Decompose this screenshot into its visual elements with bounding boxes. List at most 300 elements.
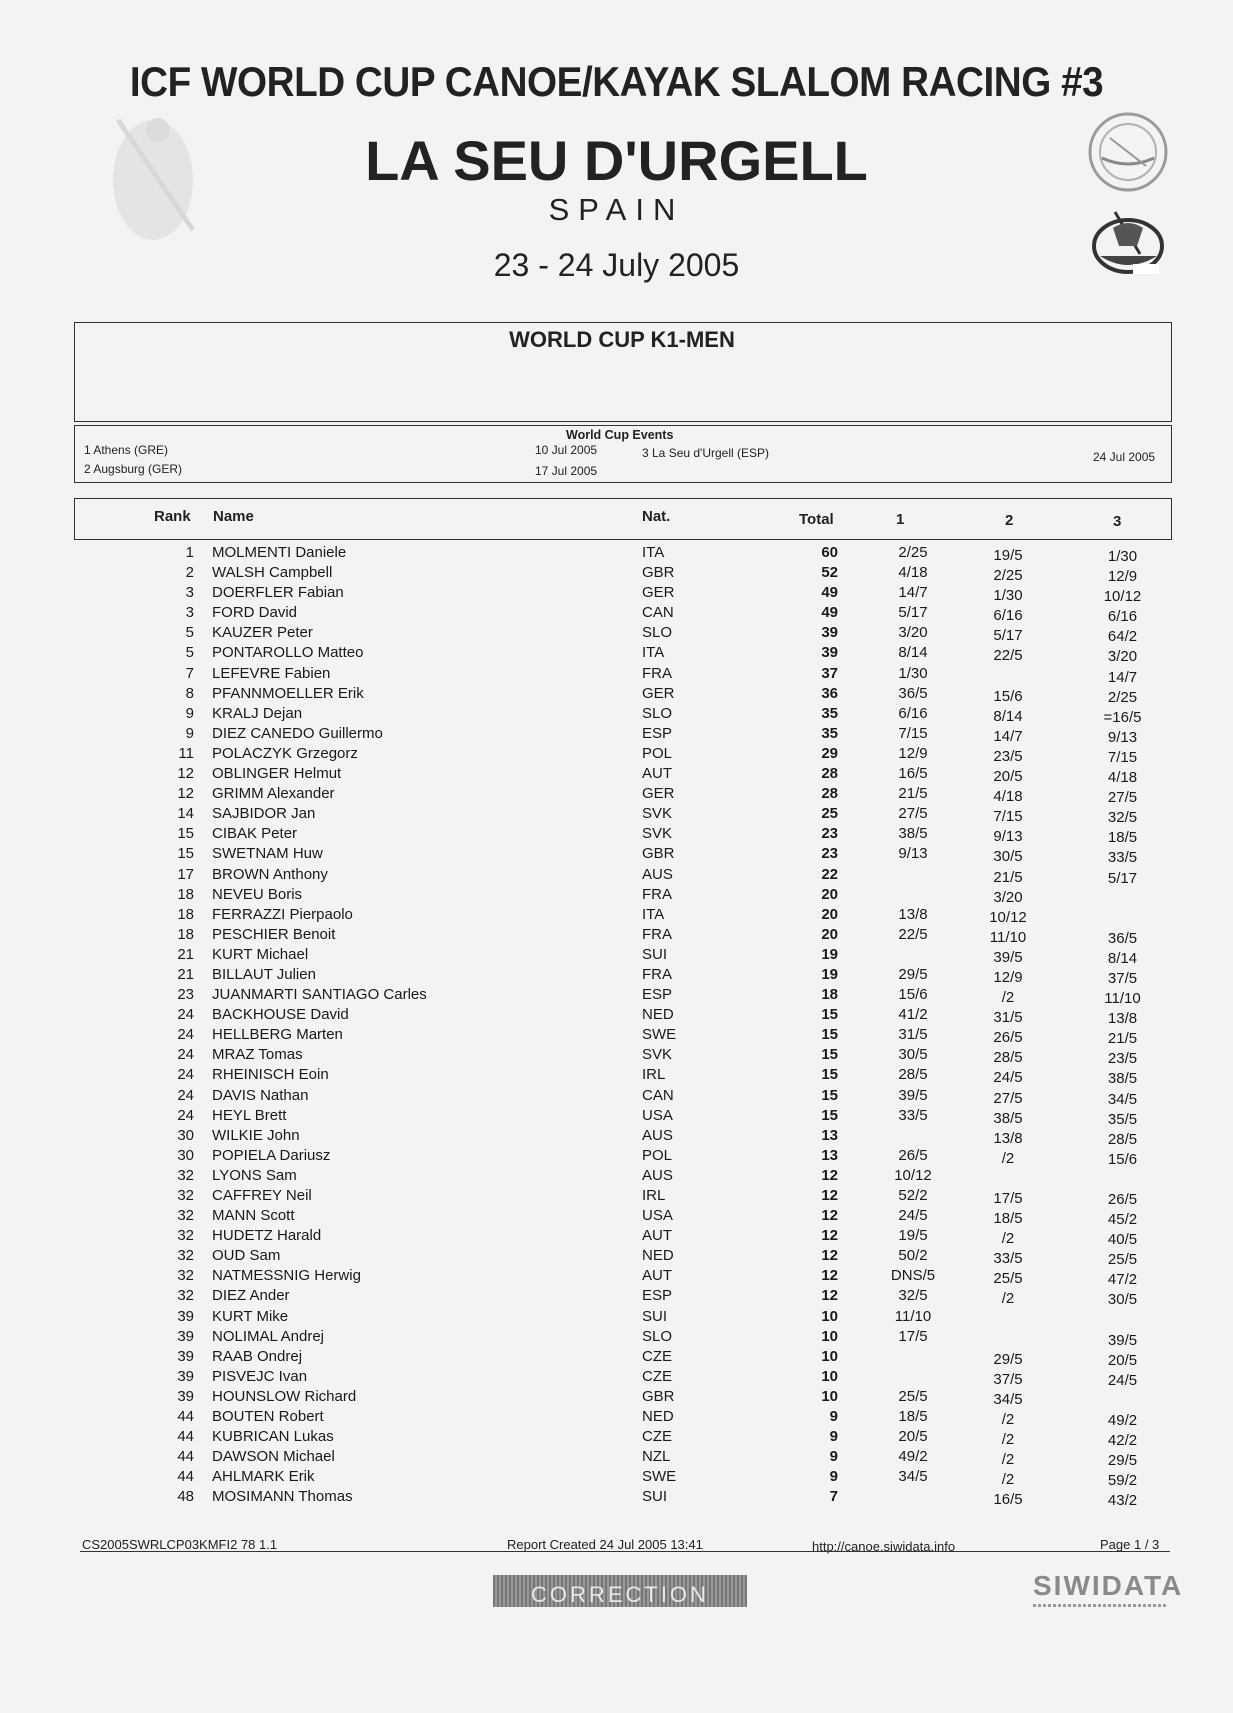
table-row (0, 1366, 1233, 1389)
nation-cell: SUI (642, 1307, 668, 1325)
total-cell: 15 (821, 1006, 838, 1024)
run-1-cell: 31/5 (898, 1026, 928, 1044)
run-1-cell: 14/7 (898, 584, 928, 602)
run-1-cell: 1/30 (898, 664, 928, 682)
run-3-cell: 24/5 (1107, 1371, 1138, 1389)
rank-cell: 32 (177, 1247, 194, 1265)
nation-cell: SVK (642, 805, 673, 823)
name-cell: FORD David (212, 604, 298, 622)
event-label: 3 La Seu d'Urgell (ESP) (642, 446, 770, 460)
name-cell: LYONS Sam (212, 1166, 297, 1184)
footer-report-created: Report Created 24 Jul 2005 13:41 (507, 1537, 703, 1552)
table-row (0, 1426, 1233, 1450)
total-cell: 12 (821, 1207, 838, 1225)
run-2-cell: 6/16 (993, 607, 1023, 625)
name-cell: MRAZ Tomas (212, 1046, 303, 1064)
name-cell: HUDETZ Harald (212, 1227, 322, 1245)
rank-cell: 32 (177, 1287, 194, 1305)
run-3-cell: 13/8 (1107, 1010, 1138, 1028)
run-3-cell: 12/9 (1107, 568, 1138, 586)
run-3-cell: 29/5 (1107, 1452, 1138, 1470)
run-2-cell: 2/25 (993, 567, 1023, 585)
table-row (0, 823, 1233, 847)
table-row (0, 582, 1233, 606)
run-3-cell: 23/5 (1107, 1050, 1138, 1068)
event-label: 1 Athens (GRE) (84, 443, 169, 457)
events-heading: World Cup Events (566, 428, 674, 442)
run-3-cell: 42/2 (1107, 1432, 1138, 1450)
name-cell: KRALJ Dejan (212, 704, 303, 722)
name-cell: FERRAZZI Pierpaolo (212, 905, 353, 923)
run-1-cell: 20/5 (898, 1428, 928, 1446)
rank-cell: 15 (177, 825, 194, 843)
event-dates: 23 - 24 July 2005 (493, 247, 740, 283)
rank-cell: 24 (177, 1066, 194, 1084)
run-2-cell: 29/5 (993, 1350, 1023, 1368)
run-2-cell: /2 (1001, 1230, 1015, 1248)
name-cell: DIEZ Ander (212, 1287, 290, 1305)
run-1-cell: 27/5 (898, 805, 928, 823)
column-header-total: Total (799, 511, 834, 528)
rank-cell: 5 (185, 644, 194, 662)
rank-cell: 24 (177, 1006, 194, 1024)
run-3-cell: 6/16 (1107, 608, 1138, 626)
run-1-cell: 36/5 (898, 684, 928, 702)
run-1-cell: 18/5 (898, 1408, 928, 1426)
run-3-cell: 7/15 (1107, 748, 1138, 766)
run-1-cell: 5/17 (898, 604, 928, 622)
rank-cell: 32 (177, 1207, 194, 1225)
column-header-run-2: 2 (1005, 512, 1014, 529)
run-1-cell: 7/15 (898, 724, 928, 742)
run-3-cell: 15/6 (1107, 1150, 1138, 1168)
name-cell: HELLBERG Marten (212, 1026, 343, 1044)
rank-cell: 8 (185, 684, 194, 702)
table-row (0, 663, 1233, 686)
rank-cell: 24 (177, 1046, 194, 1064)
total-cell: 19 (821, 945, 838, 963)
run-2-cell: 33/5 (993, 1250, 1023, 1268)
run-2-cell: /2 (1001, 1149, 1015, 1167)
total-cell: 9 (829, 1468, 838, 1486)
run-3-cell: 18/5 (1107, 829, 1138, 847)
column-header-run-1: 1 (896, 511, 905, 528)
name-cell: MOLMENTI Daniele (212, 544, 347, 561)
total-cell: 39 (821, 644, 838, 662)
name-cell: RAAB Ondrej (212, 1347, 303, 1365)
name-cell: DAWSON Michael (212, 1448, 335, 1466)
total-cell: 12 (821, 1227, 838, 1245)
run-2-cell: 17/5 (993, 1190, 1023, 1207)
rank-cell: 44 (177, 1428, 194, 1446)
run-2-cell: 23/5 (993, 747, 1023, 765)
table-row (0, 803, 1233, 827)
run-3-cell: 28/5 (1107, 1130, 1138, 1148)
name-cell: RHEINISCH Eoin (212, 1066, 329, 1084)
rank-cell: 32 (177, 1187, 194, 1204)
nation-cell: GER (642, 584, 675, 602)
name-cell: NATMESSNIG Herwig (212, 1267, 361, 1285)
nation-cell: FRA (642, 965, 672, 983)
run-3-cell: 26/5 (1107, 1191, 1138, 1208)
rank-cell: 12 (177, 765, 194, 783)
nation-cell: AUS (642, 1126, 673, 1144)
table-row (0, 1205, 1233, 1229)
table-row (0, 622, 1233, 646)
run-1-cell: 22/5 (898, 925, 928, 943)
run-2-cell: 5/17 (993, 627, 1023, 645)
run-1-cell: DNS/5 (890, 1267, 936, 1285)
run-2-cell: 20/5 (993, 768, 1023, 786)
nation-cell: GBR (642, 845, 675, 863)
country-label: SPAIN (548, 192, 685, 227)
run-3-cell: 3/20 (1107, 648, 1138, 666)
nation-cell: GER (642, 684, 675, 702)
name-cell: DOERFLER Fabian (212, 584, 344, 602)
nation-cell: FRA (642, 885, 672, 903)
run-1-cell: 30/5 (898, 1046, 928, 1064)
table-row (0, 1024, 1233, 1048)
footer-url-link[interactable]: http://canoe.siwidata.info (812, 1539, 956, 1554)
correction-stamp: CORRECTION (493, 1575, 747, 1607)
table-row (0, 1346, 1233, 1369)
run-2-cell: /2 (1001, 1471, 1015, 1489)
nation-cell: FRA (642, 925, 672, 943)
name-cell: PONTAROLLO Matteo (212, 644, 364, 662)
rank-cell: 21 (177, 945, 194, 963)
total-cell: 35 (821, 724, 838, 742)
run-3-cell: 64/2 (1107, 628, 1138, 646)
run-3-cell: 37/5 (1107, 969, 1138, 987)
run-3-cell: 59/2 (1107, 1472, 1138, 1490)
nation-cell: ITA (642, 905, 665, 923)
table-row (0, 984, 1233, 1008)
name-cell: OBLINGER Helmut (212, 765, 342, 783)
total-cell: 15 (821, 1066, 838, 1084)
total-cell: 39 (821, 624, 838, 642)
table-row (0, 783, 1233, 807)
run-1-cell: 41/2 (898, 1006, 928, 1024)
run-1-cell: 21/5 (898, 785, 928, 803)
rank-cell: 7 (185, 664, 194, 682)
rank-cell: 44 (177, 1408, 194, 1426)
total-cell: 20 (821, 885, 838, 903)
run-2-cell: /2 (1001, 1411, 1015, 1429)
rank-cell: 1 (185, 544, 194, 561)
rank-cell: 3 (185, 584, 194, 602)
total-cell: 12 (821, 1166, 838, 1184)
run-2-cell: 15/6 (993, 687, 1023, 705)
run-2-cell: 4/18 (993, 788, 1023, 806)
column-header-name: Name (213, 508, 254, 525)
run-2-cell: 7/15 (993, 808, 1023, 826)
total-cell: 9 (829, 1428, 838, 1446)
icf-emblem-logo (1080, 108, 1176, 196)
siwidata-tagline-decoration (1033, 1604, 1168, 1607)
table-row (0, 1085, 1233, 1108)
total-cell: 49 (821, 604, 838, 622)
table-row (0, 1185, 1233, 1208)
run-1-cell: 39/5 (898, 1086, 928, 1104)
table-row (0, 642, 1233, 666)
table-row (0, 944, 1233, 967)
run-3-cell: 40/5 (1107, 1231, 1138, 1249)
name-cell: BOUTEN Robert (212, 1408, 324, 1426)
event-date: 17 Jul 2005 (535, 464, 598, 478)
name-cell: NEVEU Boris (212, 885, 303, 903)
name-cell: BACKHOUSE David (212, 1006, 349, 1024)
total-cell: 49 (821, 584, 838, 602)
total-cell: 23 (821, 845, 838, 863)
table-row (0, 542, 1233, 565)
run-1-cell: 19/5 (898, 1227, 928, 1245)
run-2-cell: 25/5 (993, 1270, 1023, 1288)
rank-cell: 11 (178, 744, 194, 762)
name-cell: JUANMARTI SANTIAGO Carles (212, 986, 427, 1004)
total-cell: 7 (829, 1488, 838, 1506)
table-row (0, 763, 1233, 787)
run-2-cell: 10/12 (989, 908, 1027, 926)
name-cell: OUD Sam (212, 1247, 281, 1265)
rank-cell: 9 (185, 704, 194, 722)
total-cell: 35 (821, 704, 838, 722)
table-row (0, 924, 1233, 947)
run-2-cell: 37/5 (993, 1370, 1023, 1388)
run-3-cell: 49/2 (1107, 1412, 1138, 1430)
nation-cell: SLO (642, 624, 673, 642)
run-2-cell: /2 (1001, 1431, 1015, 1449)
table-row (0, 1265, 1233, 1289)
rank-cell: 18 (177, 905, 194, 923)
total-cell: 10 (821, 1367, 838, 1385)
run-3-cell: 34/5 (1107, 1090, 1138, 1108)
run-2-cell: 21/5 (993, 868, 1023, 886)
table-row (0, 1225, 1233, 1249)
total-cell: 15 (821, 1046, 838, 1064)
name-cell: KURT Michael (212, 945, 309, 963)
name-cell: PESCHIER Benoit (212, 925, 336, 943)
rank-cell: 24 (177, 1086, 194, 1104)
run-3-cell: 32/5 (1107, 809, 1138, 827)
footer-page-number: Page 1 / 3 (1100, 1537, 1160, 1552)
nation-cell: NZL (642, 1448, 671, 1466)
run-3-cell: 39/5 (1107, 1331, 1138, 1349)
nation-cell: POL (642, 1146, 673, 1164)
table-row (0, 1285, 1233, 1309)
name-cell: AHLMARK Erik (212, 1468, 315, 1486)
table-row (0, 703, 1233, 726)
rank-cell: 14 (177, 805, 194, 823)
run-2-cell: /2 (1001, 1290, 1015, 1308)
nation-cell: NED (642, 1006, 674, 1024)
rank-cell: 32 (177, 1267, 194, 1285)
nation-cell: SUI (642, 945, 668, 963)
run-2-cell: 30/5 (993, 848, 1023, 866)
results-table (0, 542, 1233, 1510)
table-row (0, 1386, 1233, 1406)
run-3-cell: 30/5 (1107, 1291, 1138, 1309)
total-cell: 19 (821, 965, 838, 983)
nation-cell: NED (642, 1408, 674, 1426)
table-row (0, 602, 1233, 626)
run-2-cell: 13/8 (993, 1129, 1023, 1147)
name-cell: SWETNAM Huw (212, 845, 323, 863)
run-3-cell: 25/5 (1107, 1251, 1138, 1269)
rank-cell: 39 (177, 1367, 194, 1385)
run-3-cell: 2/25 (1107, 688, 1138, 706)
main-title: ICF WORLD CUP CANOE/KAYAK SLALOM RACING #3 (129, 58, 1104, 105)
total-cell: 13 (821, 1146, 838, 1164)
column-header-nat: Nat. (642, 508, 671, 525)
run-1-cell: 12/9 (898, 744, 928, 762)
run-1-cell: 8/14 (898, 644, 928, 662)
nation-cell: SLO (642, 704, 673, 722)
nation-cell: GBR (642, 1387, 675, 1405)
run-2-cell: 1/30 (993, 587, 1023, 605)
name-cell: SAJBIDOR Jan (212, 805, 316, 823)
nation-cell: ESP (642, 1287, 673, 1305)
total-cell: 15 (821, 1086, 838, 1104)
run-2-cell: 31/5 (993, 1009, 1023, 1027)
total-cell: 10 (821, 1387, 838, 1405)
total-cell: 23 (821, 825, 838, 843)
run-1-cell: 13/8 (898, 905, 928, 923)
event-date: 10 Jul 2005 (535, 443, 598, 457)
name-cell: DIEZ CANEDO Guillermo (212, 724, 383, 742)
table-row (0, 1044, 1233, 1068)
nation-cell: CAN (642, 604, 674, 622)
nation-cell: ESP (642, 724, 673, 742)
run-1-cell: 38/5 (898, 825, 928, 843)
event-label: 2 Augsburg (GER) (84, 462, 183, 476)
name-cell: POLACZYK Grzegorz (212, 744, 358, 762)
total-cell: 12 (821, 1187, 838, 1204)
total-cell: 9 (829, 1408, 838, 1426)
total-cell: 10 (821, 1327, 838, 1345)
rank-cell: 44 (177, 1468, 194, 1486)
table-row (0, 1326, 1233, 1349)
nation-cell: SWE (642, 1468, 677, 1486)
nation-cell: NED (642, 1247, 674, 1265)
name-cell: KUBRICAN Lukas (212, 1428, 334, 1446)
run-2-cell: 16/5 (993, 1491, 1023, 1509)
total-cell: 10 (821, 1307, 838, 1325)
run-1-cell: 16/5 (898, 765, 928, 783)
run-3-cell: 47/2 (1107, 1271, 1138, 1289)
rank-cell: 18 (177, 925, 194, 943)
run-1-cell: 11/10 (894, 1307, 932, 1325)
run-3-cell: 8/14 (1107, 949, 1138, 967)
run-3-cell: 33/5 (1107, 849, 1138, 867)
total-cell: 20 (821, 905, 838, 923)
run-3-cell: 1/30 (1107, 548, 1138, 565)
nation-cell: SLO (642, 1327, 673, 1345)
run-3-cell: 9/13 (1107, 728, 1138, 746)
run-1-cell: 9/13 (898, 845, 928, 863)
column-header-run-3: 3 (1113, 513, 1122, 530)
nation-cell: IRL (642, 1187, 666, 1204)
total-cell: 12 (821, 1247, 838, 1265)
run-2-cell: 27/5 (993, 1089, 1023, 1107)
table-row (0, 562, 1233, 586)
name-cell: KAUZER Peter (212, 624, 313, 642)
run-1-cell: 49/2 (898, 1448, 928, 1466)
nation-cell: CZE (642, 1347, 672, 1365)
run-2-cell: /2 (1001, 1451, 1015, 1469)
nation-cell: CAN (642, 1086, 674, 1104)
total-cell: 37 (821, 664, 838, 682)
rank-cell: 32 (177, 1166, 194, 1184)
run-2-cell: 11/10 (989, 928, 1027, 946)
nation-cell: POL (642, 744, 673, 762)
name-cell: POPIELA Dariusz (212, 1146, 331, 1164)
total-cell: 25 (821, 805, 838, 823)
name-cell: HEYL Brett (212, 1106, 287, 1124)
name-cell: HOUNSLOW Richard (212, 1387, 357, 1405)
run-3-cell: 14/7 (1107, 668, 1138, 686)
rank-cell: 2 (185, 564, 194, 582)
table-row (0, 1466, 1233, 1490)
rank-cell: 9 (185, 724, 194, 742)
total-cell: 15 (821, 1026, 838, 1044)
table-row (0, 723, 1233, 746)
table-row (0, 964, 1233, 987)
run-2-cell: 34/5 (993, 1390, 1023, 1408)
nation-cell: GBR (642, 564, 675, 582)
total-cell: 9 (829, 1448, 838, 1466)
rank-cell: 15 (177, 845, 194, 863)
nation-cell: CZE (642, 1428, 672, 1446)
nation-cell: ESP (642, 986, 673, 1004)
total-cell: 28 (821, 785, 838, 803)
nation-cell: FRA (642, 664, 672, 682)
run-2-cell: 26/5 (993, 1029, 1023, 1047)
run-1-cell: 25/5 (898, 1387, 928, 1405)
total-cell: 29 (821, 744, 838, 762)
run-1-cell: 6/16 (898, 704, 928, 722)
run-3-cell: 10/12 (1103, 588, 1142, 606)
rank-cell: 21 (177, 965, 194, 983)
name-cell: WILKIE John (212, 1126, 300, 1144)
table-row (0, 1105, 1233, 1128)
rank-cell: 24 (177, 1026, 194, 1044)
run-1-cell: 26/5 (898, 1146, 928, 1164)
siwidata-logo: SIWIDATA (1033, 1570, 1184, 1601)
nation-cell: USA (642, 1106, 673, 1124)
table-row (0, 884, 1233, 904)
run-1-cell: 3/20 (898, 624, 928, 642)
run-3-cell: 11/10 (1104, 990, 1141, 1008)
run-1-cell: 10/12 (894, 1166, 932, 1184)
run-1-cell: 29/5 (898, 965, 928, 983)
run-1-cell: 17/5 (898, 1327, 928, 1345)
name-cell: BROWN Anthony (212, 865, 328, 883)
run-1-cell: 34/5 (898, 1468, 928, 1486)
table-row (0, 1064, 1233, 1088)
total-cell: 13 (821, 1126, 838, 1144)
rank-cell: 39 (177, 1387, 194, 1405)
rank-cell: 30 (177, 1126, 194, 1144)
rank-cell: 39 (177, 1347, 194, 1365)
run-2-cell: 9/13 (993, 828, 1023, 846)
run-1-cell: 33/5 (898, 1106, 928, 1124)
name-cell: CAFFREY Neil (212, 1187, 312, 1204)
nation-cell: AUT (642, 765, 672, 783)
nation-cell: SVK (642, 1046, 673, 1064)
column-header-rank: Rank (154, 508, 191, 525)
name-cell: NOLIMAL Andrej (212, 1327, 324, 1345)
run-3-cell: 21/5 (1107, 1030, 1138, 1048)
